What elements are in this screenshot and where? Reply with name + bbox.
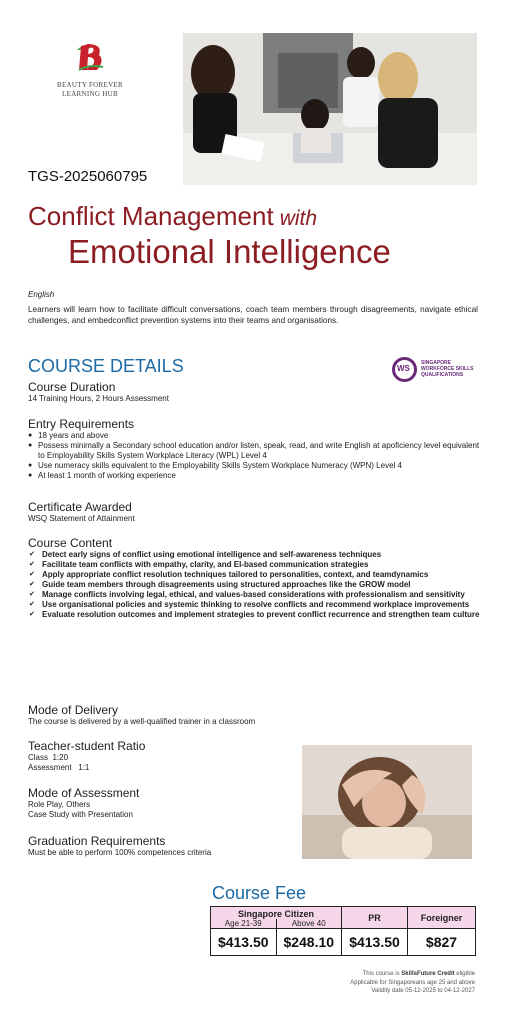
brand-name-line1: BEAUTY FOREVER (57, 81, 123, 89)
wsq-badge-icon (392, 357, 417, 382)
fee-citizen-21-39: $413.50 (211, 929, 277, 956)
note-line1 (270, 970, 475, 979)
fee-citizen-above-40: $248.10 (276, 929, 342, 956)
fee-table (210, 906, 476, 956)
assessment-heading: Mode of Assessment (28, 786, 140, 800)
content-item: ✔ Facilitate team conflicts with empathy, clarity, and EI-based communication strategies (28, 560, 483, 570)
brand-logo-icon (73, 40, 107, 74)
hero-photo (183, 33, 477, 185)
delivery-text: The course is delivered by a well-qualified trainer in a classroom (28, 717, 256, 726)
age-group-1: Age 21-39 (211, 919, 277, 928)
foreigner-header: Foreigner (408, 907, 476, 929)
title-line1 (28, 201, 317, 232)
fee-table-header-row (211, 907, 476, 929)
ratio-section (28, 739, 288, 773)
title-line2: Emotional Intelligence (68, 233, 391, 270)
fee-table-price-row (211, 929, 476, 956)
fee-pr: $413.50 (342, 929, 408, 956)
entry-item: ● At least 1 month of working experience (28, 471, 483, 481)
ratio-assessment: Assessment 1:1 (28, 763, 90, 772)
content-item: ✔ Detect early signs of conflict using emotional intelligence and self-awareness techniques (28, 550, 483, 560)
duration-heading: Course Duration (28, 380, 116, 394)
wsq-line2: WORKFORCE SKILLS (421, 366, 474, 372)
delivery-heading: Mode of Delivery (28, 703, 119, 717)
ratio-class: Class 1:20 (28, 753, 69, 762)
citizen-label: Singapore Citizen (237, 909, 314, 919)
pr-header: PR (342, 907, 408, 929)
assessment-line2: Case Study with Presentation (28, 810, 133, 819)
assessment-section (28, 786, 288, 820)
entry-item: ● Use numeracy skills equivalent to the Employability Skills System Workplace Numeracy (WPN) Level 4 (28, 461, 483, 471)
content-item: ✔ Guide team members through disagreements using structured approaches like the GROW model (28, 580, 483, 590)
age-groups (211, 919, 341, 928)
ratio-heading: Teacher-student Ratio (28, 739, 146, 753)
content-item: ✔ Use organisational policies and systemic thinking to resolve conflicts and recommend workplace improvements (28, 600, 483, 610)
content-section (28, 536, 483, 620)
course-intro: Learners will learn how to facilitate difficult conversations, coach team members through disagreements, navigate ethical challenges, and embedconflict prevention systems into their teams and organisations. (28, 305, 478, 325)
wsq-line3: QUALIFICATIONS (421, 372, 464, 378)
graduation-section (28, 834, 288, 858)
content-item: ✔ Evaluate resolution outcomes and implement strategies to prevent conflict recurrence and strengthen team culture (28, 610, 483, 620)
language-label: English (28, 290, 55, 299)
fee-foreigner: $827 (408, 929, 476, 956)
stressed-woman-photo (302, 745, 472, 859)
citizen-header (211, 907, 342, 929)
graduation-text: Must be able to perform 100% competences criteria (28, 848, 212, 857)
wsq-badge-text: WS (397, 364, 410, 373)
course-details-heading: COURSE DETAILS (28, 356, 184, 376)
duration-text: 14 Training Hours, 2 Hours Assessment (28, 394, 169, 403)
delivery-section (28, 703, 288, 727)
course-fee-heading: Course Fee (212, 883, 307, 903)
content-item: ✔ Apply appropriate conflict resolution techniques tailored to personalities, context, and teamdynamics (28, 570, 483, 580)
entry-item: ● 18 years and above (28, 431, 483, 441)
content-list (28, 550, 483, 620)
course-code: TGS-2025060795 (28, 168, 148, 185)
graduation-heading: Graduation Requirements (28, 834, 166, 848)
note-line3: Validity date 05-12-2025 to 04-12-2027 (371, 988, 475, 994)
note-line2: Applicable for Singaporeans age 25 and above (350, 979, 475, 986)
entry-item: ● Possess minimally a Secondary school education and/or listen, speak, read, and write English at apoficiency level equivalent to Employability Skills System Workplace Literacy (WPL) Level 4 (28, 441, 483, 461)
brand-name-line2: LEARNING HUB (62, 90, 118, 98)
wsq-line1: SINGAPORE (421, 360, 452, 366)
certificate-text: WSQ Statement of Attainment (28, 514, 135, 523)
note-prefix: This course is (362, 971, 402, 977)
certificate-heading: Certificate Awarded (28, 500, 132, 514)
brand-logo (40, 40, 140, 99)
content-heading: Course Content (28, 536, 113, 550)
entry-section (28, 417, 483, 481)
title-with: with (279, 207, 318, 230)
assessment-line1: Role Play, Others (28, 800, 91, 809)
age-group-2: Above 40 (291, 919, 326, 928)
duration-section (28, 380, 483, 404)
note-suffix: eligible (454, 971, 475, 977)
entry-heading: Entry Requirements (28, 417, 135, 431)
title-main: Conflict Management (28, 201, 274, 231)
entry-list (28, 431, 483, 481)
content-item: ✔ Manage conflicts involving legal, ethical, and values-based considerations with professionalism and sensitivity (28, 590, 483, 600)
certificate-section (28, 500, 483, 524)
funding-note (270, 970, 475, 996)
note-skillsfuture: SkillsFuture Credit (401, 971, 455, 977)
